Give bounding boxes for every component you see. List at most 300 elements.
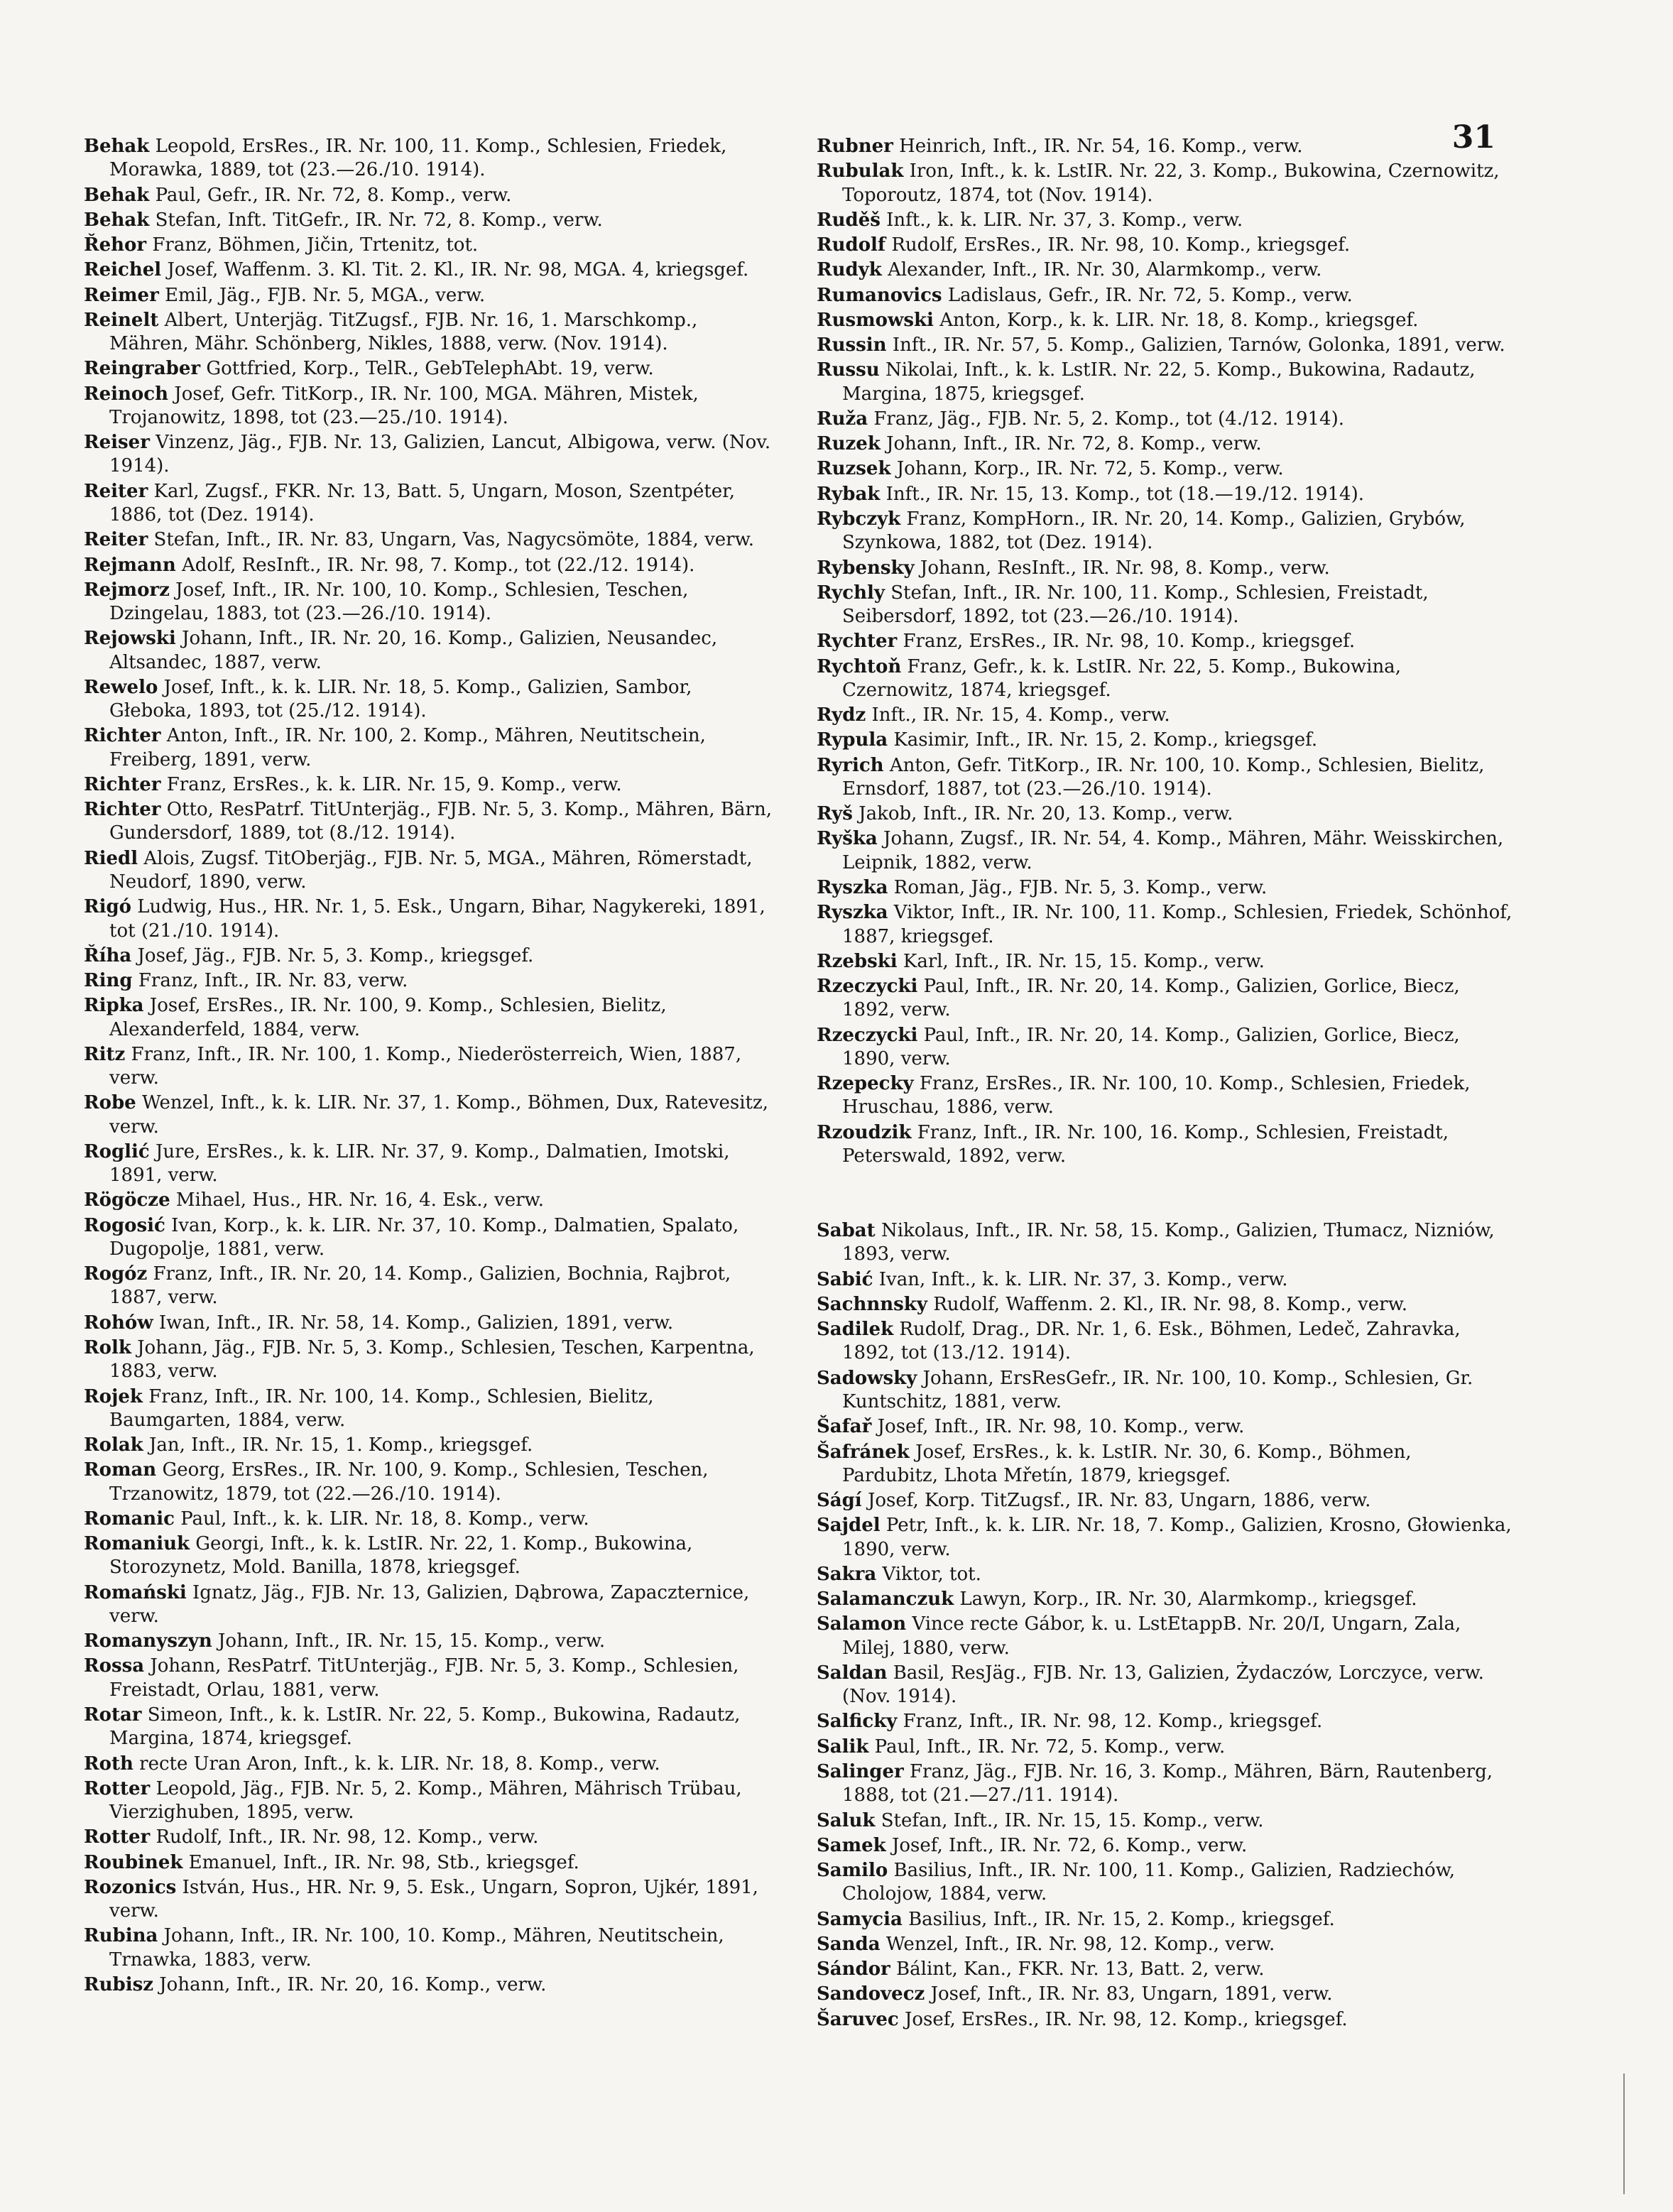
list-entry — [817, 1662, 1513, 1709]
entry-surname: Ryška — [817, 828, 878, 850]
list-entry — [84, 724, 780, 772]
entry-surname: Ruža — [817, 408, 868, 430]
list-entry — [84, 234, 780, 257]
entry-surname: Salficky — [817, 1711, 898, 1733]
entry-details: Johann, ErsResGefr., IR. Nr. 100, 10. Komp., Schlesien, Gr. Kuntschitz, 1881, verw. — [842, 1367, 1473, 1413]
entry-details: Johann, Inft., IR. Nr. 15, 15. Komp., verw. — [218, 1630, 606, 1652]
entry-details: Josef, Gefr. TitKorp., IR. Nr. 100, MGA. Mähren, Mistek, Trojanowitz, 1898, tot (23.—25./10. 1914). — [109, 383, 699, 428]
list-entry — [84, 579, 780, 626]
entry-surname: Ryrich — [817, 754, 884, 776]
list-entry — [84, 383, 780, 430]
entry-surname: Sajdel — [817, 1515, 881, 1537]
entry-surname: Salik — [817, 1736, 869, 1758]
entry-surname: Rudyk — [817, 259, 882, 281]
entry-details: Viktor, Inft., IR. Nr. 100, 11. Komp., Schlesien, Friedek, Schönhof, 1887, kriegsgef. — [842, 902, 1513, 947]
list-entry — [817, 258, 1513, 282]
entry-surname: Sabić — [817, 1268, 873, 1290]
entry-surname: Říha — [84, 944, 132, 966]
list-entry — [817, 1441, 1513, 1488]
entry-details: Iron, Inft., k. k. LstIR. Nr. 22, 3. Komp., Bukowina, Czernowitz, Toporoutz, 1874, tot (Nov. 1914). — [842, 160, 1500, 206]
entry-details: Inft., IR. Nr. 15, 4. Komp., verw. — [871, 704, 1170, 726]
entry-details: Jure, ErsRes., k. k. LIR. Nr. 37, 9. Komp., Dalmatien, Imotski, 1891, verw. — [109, 1140, 730, 1187]
entry-surname: Sandovecz — [817, 1983, 925, 2005]
entry-details: Basilius, Inft., IR. Nr. 100, 11. Komp., Galizien, Radziechów, Cholojow, 1884, verw. — [842, 1860, 1456, 1905]
list-entry — [817, 950, 1513, 974]
entry-details: Karl, Zugsf., FKR. Nr. 13, Batt. 5, Ungarn, Moson, Szentpéter, 1886, tot (Dez. 1914). — [109, 480, 736, 525]
page-number: 31 — [1451, 119, 1495, 156]
entry-surname: Samek — [817, 1834, 886, 1856]
list-entry — [84, 1385, 780, 1433]
list-entry — [817, 1760, 1513, 1808]
entry-details: Stefan, Inft., IR. Nr. 83, Ungarn, Vas, Nagycsömöte, 1884, verw. — [153, 529, 755, 551]
list-entry — [84, 847, 780, 895]
entry-surname: Sadowsky — [817, 1367, 917, 1389]
list-entry — [817, 975, 1513, 1023]
list-entry — [817, 1613, 1513, 1660]
list-entry — [84, 1459, 780, 1506]
list-entry — [817, 1834, 1513, 1858]
entry-details: Johann, ResInft., IR. Nr. 98, 8. Komp., verw. — [920, 557, 1330, 579]
entry-surname: Romaniuk — [84, 1533, 190, 1555]
entry-surname: Russu — [817, 359, 880, 381]
entry-surname: Rubulak — [817, 160, 904, 182]
entry-details: Georgi, Inft., k. k. LstIR. Nr. 22, 1. Komp., Bukowina, Storozynetz, Mold. Banilla, 1878, kriegsgef. — [109, 1533, 693, 1579]
entry-details: Josef, Waffenm. 3. Kl. Tit. 2. Kl., IR. Nr. 98, MGA. 4, kriegsgef. — [167, 259, 749, 281]
entry-surname: Reiter — [84, 529, 148, 551]
list-entry — [84, 1630, 780, 1653]
entry-details: Johann, Jäg., FJB. Nr. 5, 3. Komp., Schlesien, Teschen, Karpentna, 1883, verw. — [109, 1337, 755, 1383]
entry-details: Stefan, Inft. TitGefr., IR. Nr. 72, 8. Komp., verw. — [155, 209, 603, 231]
entry-surname: Rossa — [84, 1655, 145, 1677]
entry-surname: Řehor — [84, 234, 147, 256]
list-entry — [817, 1563, 1513, 1586]
entry-details: Mihael, Hus., HR. Nr. 16, 4. Esk., verw. — [175, 1189, 544, 1211]
list-entry — [84, 357, 780, 381]
entry-surname: Rogóz — [84, 1263, 148, 1285]
entry-surname: Rögöcze — [84, 1189, 170, 1211]
entry-details: Franz, KompHorn., IR. Nr. 20, 14. Komp., Galizien, Grybów, Szynkowa, 1882, tot (Dez. 1914). — [842, 508, 1466, 554]
list-entry — [84, 258, 780, 282]
entry-surname: Riedl — [84, 847, 138, 869]
entry-details: Basilius, Inft., IR. Nr. 15, 2. Komp., kriegsgef. — [908, 1908, 1335, 1930]
list-entry — [84, 1091, 780, 1139]
list-entry — [817, 432, 1513, 456]
entry-surname: Rozonics — [84, 1876, 177, 1898]
entry-details: Wenzel, Inft., IR. Nr. 98, 12. Komp., verw. — [885, 1933, 1275, 1955]
entry-surname: Rzeczycki — [817, 1024, 918, 1046]
list-entry — [817, 1933, 1513, 1956]
entry-details: Gottfried, Korp., TelR., GebTelephAbt. 19, verw. — [206, 358, 654, 380]
entry-surname: Roth — [84, 1753, 133, 1775]
list-entry — [84, 773, 780, 797]
list-entry — [817, 1072, 1513, 1120]
entry-details: Georg, ErsRes., IR. Nr. 100, 9. Komp., Schlesien, Teschen, Trzanowitz, 1879, tot (22.—26./10. 1914). — [109, 1459, 709, 1505]
entry-surname: Rejowski — [84, 628, 176, 650]
entry-details: Johann, Inft., IR. Nr. 20, 16. Komp., verw. — [159, 1973, 547, 1995]
list-entry — [84, 480, 780, 528]
list-entry — [817, 309, 1513, 332]
entry-surname: Roglić — [84, 1140, 150, 1162]
entry-surname: Rydz — [817, 704, 866, 726]
list-entry — [817, 135, 1513, 158]
list-entry — [84, 1973, 780, 1997]
list-entry — [84, 676, 780, 724]
entry-details: István, Hus., HR. Nr. 9, 5. Esk., Ungarn, Sopron, Ujkér, 1891, verw. — [109, 1876, 758, 1922]
entry-details: Karl, Inft., IR. Nr. 15, 15. Komp., verw. — [903, 950, 1265, 972]
entry-details: Otto, ResPatrf. TitUnterjäg., FJB. Nr. 5, 3. Komp., Mähren, Bärn, Gundersdorf, 1889, tot (8./12. 1914). — [109, 799, 772, 844]
entry-surname: Saldan — [817, 1662, 888, 1684]
entry-surname: Salamon — [817, 1613, 907, 1635]
entry-surname: Ryš — [817, 803, 853, 825]
list-entry — [84, 1655, 780, 1702]
entry-surname: Reiter — [84, 480, 148, 502]
entry-surname: Rypula — [817, 729, 888, 751]
entry-details: Simeon, Inft., k. k. LstIR. Nr. 22, 5. Komp., Bukowina, Radautz, Margina, 1874, kriegsgef. — [109, 1704, 741, 1750]
entry-surname: Rewelo — [84, 676, 158, 698]
entry-details: Josef, Inft., IR. Nr. 98, 10. Komp., verw. — [877, 1416, 1245, 1438]
entry-details: Ludwig, Hus., HR. Nr. 1, 5. Esk., Ungarn, Bihar, Nagykereki, 1891, tot (21./10. 1914). — [109, 896, 765, 942]
list-entry — [84, 1704, 780, 1751]
list-entry — [817, 1219, 1513, 1267]
list-entry — [817, 1318, 1513, 1366]
entry-details: Emil, Jäg., FJB. Nr. 5, MGA., verw. — [165, 284, 486, 306]
list-entry — [84, 431, 780, 479]
list-entry — [817, 1268, 1513, 1292]
entry-details: Roman, Jäg., FJB. Nr. 5, 3. Komp., verw. — [893, 876, 1268, 898]
list-entry — [84, 895, 780, 943]
entry-details: Franz, ErsRes., IR. Nr. 100, 10. Komp., Schlesien, Friedek, Hruschau, 1886, verw. — [842, 1073, 1471, 1118]
entry-details: Stefan, Inft., IR. Nr. 100, 11. Komp., Schlesien, Freistadt, Seibersdorf, 1892, tot (23.—26./10. 1914). — [842, 582, 1429, 628]
entry-details: Josef, Inft., IR. Nr. 72, 6. Komp., verw. — [891, 1834, 1248, 1856]
list-entry — [817, 1908, 1513, 1932]
list-entry — [817, 1293, 1513, 1317]
list-entry — [84, 1581, 780, 1629]
entry-details: Franz, Inft., IR. Nr. 83, verw. — [138, 970, 408, 992]
entry-details: Johann, Korp., IR. Nr. 72, 5. Komp., verw. — [896, 458, 1284, 480]
entry-surname: Richter — [84, 725, 161, 747]
list-entry — [84, 135, 780, 182]
entry-details: Rudolf, Inft., IR. Nr. 98, 12. Komp., verw. — [156, 1826, 539, 1848]
entry-details: Franz, Jäg., FJB. Nr. 16, 3. Komp., Mähren, Bärn, Rautenberg, 1888, tot (21.—27./11. 1914). — [842, 1761, 1493, 1807]
entry-details: Johann, Inft., IR. Nr. 20, 16. Komp., Galizien, Neusandec, Altsandec, 1887, verw. — [109, 628, 718, 673]
entry-surname: Rzoudzik — [817, 1121, 912, 1143]
entry-details: Viktor, tot. — [882, 1563, 981, 1585]
entry-details: Leopold, Jäg., FJB. Nr. 5, 2. Komp., Mähren, Mährisch Trübau, Vierzighuben, 1895, verw. — [109, 1777, 742, 1824]
entry-details: Alois, Zugsf. TitOberjäg., FJB. Nr. 5, MGA., Mähren, Römerstadt, Neudorf, 1890, verw. — [109, 847, 753, 893]
entry-details: Inft., k. k. LIR. Nr. 37, 3. Komp., verw. — [886, 209, 1243, 231]
entry-details: Franz, Inft., IR. Nr. 20, 14. Komp., Galizien, Bochnia, Rajbrot, 1887, verw. — [109, 1263, 731, 1309]
list-entry — [84, 1312, 780, 1335]
entry-surname: Šaruvec — [817, 2008, 899, 2030]
entry-surname: Rigó — [84, 896, 132, 918]
entry-details: Josef, Inft., IR. Nr. 100, 10. Komp., Schlesien, Teschen, Dzingelau, 1883, tot (23.—26./10. 1914). — [109, 579, 689, 625]
entry-details: Heinrich, Inft., IR. Nr. 54, 16. Komp., verw. — [899, 136, 1303, 157]
entry-surname: Rolk — [84, 1337, 131, 1359]
entry-details: Leopold, ErsRes., IR. Nr. 100, 11. Komp., Schlesien, Friedek, Morawka, 1889, tot (23.—26./10. 1914). — [109, 136, 727, 181]
list-entry — [84, 1851, 780, 1875]
list-entry — [84, 1508, 780, 1531]
list-entry — [817, 1736, 1513, 1759]
entry-details: Alexander, Inft., IR. Nr. 30, Alarmkomp., verw. — [888, 259, 1322, 281]
list-entry — [817, 655, 1513, 703]
entry-details: Josef, ErsRes., k. k. LstIR. Nr. 30, 6. Komp., Böhmen, Pardubitz, Lhota Mřetín, 1879, kriegsgef. — [842, 1441, 1412, 1486]
entry-surname: Rubner — [817, 136, 893, 157]
list-entry — [817, 582, 1513, 629]
list-entry — [817, 704, 1513, 727]
list-entry — [817, 483, 1513, 506]
entry-details: Jan, Inft., IR. Nr. 15, 1. Komp., kriegsgef. — [148, 1434, 533, 1456]
entry-surname: Behak — [84, 209, 150, 231]
list-entry — [84, 798, 780, 846]
entry-surname: Ruzek — [817, 433, 881, 455]
entry-surname: Rolak — [84, 1434, 143, 1456]
entry-surname: Sadilek — [817, 1319, 894, 1341]
entry-details: Josef, Inft., k. k. LIR. Nr. 18, 5. Komp., Galizien, Sambor, Głeboka, 1893, tot (25./12. 1914). — [109, 676, 692, 722]
entry-details: Nikolaus, Inft., IR. Nr. 58, 15. Komp., Galizien, Tłumacz, Nizniów, 1893, verw. — [842, 1220, 1495, 1265]
entry-surname: Ryszka — [817, 876, 888, 898]
entry-surname: Reiser — [84, 432, 150, 454]
entry-surname: Samilo — [817, 1860, 888, 1882]
entry-details: Stefan, Inft., IR. Nr. 15, 15. Komp., verw. — [881, 1809, 1264, 1831]
list-entry — [817, 1983, 1513, 2006]
entry-details: Johann, Inft., IR. Nr. 72, 8. Komp., verw. — [886, 433, 1262, 455]
entry-surname: Behak — [84, 184, 150, 206]
entry-surname: Romanyszyn — [84, 1630, 212, 1652]
entry-details: Paul, Inft., IR. Nr. 72, 5. Komp., verw. — [874, 1736, 1226, 1758]
entry-surname: Rotter — [84, 1826, 151, 1848]
entry-surname: Ryszka — [817, 902, 888, 924]
entry-details: Bálint, Kan., FKR. Nr. 13, Batt. 2, verw. — [896, 1958, 1265, 1981]
entry-details: Josef, ErsRes., IR. Nr. 100, 9. Komp., Schlesien, Bielitz, Alexanderfeld, 1884, verw. — [109, 995, 667, 1040]
entry-surname: Rubisz — [84, 1973, 153, 1995]
entry-details: Albert, Unterjäg. TitZugsf., FJB. Nr. 16, 1. Marschkomp., Mähren, Mähr. Schönberg, Nikles, 1888, verw. (Nov. 1914). — [109, 309, 698, 355]
section-r-entries — [817, 135, 1513, 1168]
list-entry — [817, 630, 1513, 653]
list-entry — [817, 334, 1513, 357]
list-entry — [84, 1263, 780, 1310]
entry-surname: Rychter — [817, 631, 898, 653]
list-entry — [84, 184, 780, 207]
entry-surname: Ruzsek — [817, 458, 891, 480]
list-entry — [817, 901, 1513, 949]
list-entry — [84, 1336, 780, 1384]
entry-details: Franz, Jäg., FJB. Nr. 5, 2. Komp., tot (4./12. 1914). — [873, 408, 1344, 430]
entry-surname: Rubina — [84, 1925, 158, 1947]
entry-surname: Rotar — [84, 1704, 142, 1726]
entry-details: Paul, Gefr., IR. Nr. 72, 8. Komp., verw. — [155, 184, 512, 206]
entry-surname: Rogosić — [84, 1214, 165, 1236]
entry-details: Adolf, ResInft., IR. Nr. 98, 7. Komp., tot (22./12. 1914). — [182, 554, 695, 576]
list-entry — [84, 1777, 780, 1825]
entry-surname: Šafránek — [817, 1441, 910, 1463]
list-entry — [84, 1214, 780, 1262]
entry-details: Inft., IR. Nr. 57, 5. Komp., Galizien, Tarnów, Golonka, 1891, verw. — [892, 334, 1505, 356]
entry-surname: Ruděš — [817, 209, 881, 231]
right-column — [817, 135, 1513, 2033]
list-entry — [817, 408, 1513, 431]
entry-details: Anton, Inft., IR. Nr. 100, 2. Komp., Mähren, Neutitschein, Freiberg, 1891, verw. — [109, 725, 706, 770]
list-entry — [817, 359, 1513, 406]
entry-surname: Rzebski — [817, 950, 898, 972]
entry-surname: Samycia — [817, 1908, 903, 1930]
section-s-entries — [817, 1219, 1513, 2032]
entry-surname: Saluk — [817, 1809, 876, 1831]
entry-details: Basil, ResJäg., FJB. Nr. 13, Galizien, Żydaczów, Lorczyce, verw. (Nov. 1914). — [842, 1662, 1484, 1708]
list-entry — [84, 1876, 780, 1924]
entry-details: Nikolai, Inft., k. k. LstIR. Nr. 22, 5. Komp., Bukowina, Radautz, Margina, 1875, kriegsgef. — [842, 359, 1476, 405]
entry-surname: Rybensky — [817, 557, 915, 579]
entry-details: Paul, Inft., IR. Nr. 20, 14. Komp., Galizien, Gorlice, Biecz, 1890, verw. — [842, 1024, 1460, 1069]
entry-details: Franz, ErsRes., k. k. LIR. Nr. 15, 9. Komp., verw. — [166, 773, 622, 795]
list-entry — [817, 1710, 1513, 1733]
list-entry — [817, 1489, 1513, 1513]
entry-surname: Rotter — [84, 1777, 151, 1799]
list-entry — [817, 1809, 1513, 1833]
list-entry — [817, 802, 1513, 826]
entry-surname: Russin — [817, 334, 887, 356]
entry-details: Jakob, Inft., IR. Nr. 20, 13. Komp., verw. — [859, 803, 1233, 825]
list-entry — [817, 1415, 1513, 1439]
list-entry — [817, 508, 1513, 555]
list-entry — [84, 969, 780, 993]
list-entry — [817, 754, 1513, 802]
entry-surname: Rusmowski — [817, 309, 934, 331]
list-entry — [84, 528, 780, 552]
list-entry — [817, 1588, 1513, 1611]
list-entry — [84, 1924, 780, 1972]
entry-details: Franz, ErsRes., IR. Nr. 98, 10. Komp., kriegsgef. — [903, 631, 1356, 653]
entry-surname: Salinger — [817, 1761, 904, 1782]
entry-details: Lawyn, Korp., IR. Nr. 30, Alarmkomp., kriegsgef. — [959, 1589, 1417, 1611]
list-entry — [84, 1043, 780, 1091]
entry-surname: Robe — [84, 1092, 136, 1114]
list-entry — [817, 729, 1513, 752]
entry-details: Ivan, Korp., k. k. LIR. Nr. 37, 10. Komp., Dalmatien, Spalato, Dugopolje, 1881, verw. — [109, 1214, 739, 1260]
list-entry — [817, 876, 1513, 900]
entry-details: Josef, Inft., IR. Nr. 83, Ungarn, 1891, verw. — [930, 1983, 1333, 2005]
list-entry — [84, 284, 780, 307]
entry-details: Johann, ResPatrf. TitUnterjäg., FJB. Nr. 5, 3. Komp., Schlesien, Freistadt, Orlau, 1881, verw. — [109, 1655, 739, 1701]
entry-surname: Rumanovics — [817, 284, 942, 306]
entry-surname: Rohów — [84, 1312, 153, 1334]
entry-details: Rudolf, Drag., DR. Nr. 1, 6. Esk., Böhmen, Ledeč, Zahravka, 1892, tot (13./12. 1914). — [842, 1319, 1461, 1364]
entry-surname: Ring — [84, 970, 133, 992]
entry-surname: Reinoch — [84, 383, 169, 405]
list-entry — [817, 557, 1513, 580]
list-entry — [817, 1024, 1513, 1072]
entry-surname: Reichel — [84, 259, 162, 281]
entry-details: Iwan, Inft., IR. Nr. 58, 14. Komp., Galizien, 1891, verw. — [158, 1312, 674, 1334]
entry-surname: Rudolf — [817, 234, 886, 256]
entry-surname: Sanda — [817, 1933, 881, 1955]
entry-details: Josef, ErsRes., IR. Nr. 98, 12. Komp., kriegsgef. — [904, 2008, 1348, 2030]
entry-surname: Rychtoň — [817, 655, 902, 677]
list-entry — [84, 554, 780, 577]
list-entry — [817, 1367, 1513, 1415]
entry-surname: Sachnnsky — [817, 1293, 927, 1315]
entry-details: Franz, Inft., IR. Nr. 100, 14. Komp., Schlesien, Bielitz, Baumgarten, 1884, verw. — [109, 1385, 654, 1431]
entry-surname: Behak — [84, 136, 150, 157]
entry-surname: Richter — [84, 773, 161, 795]
list-entry — [817, 284, 1513, 307]
entry-details: Vince recte Gábor, k. u. LstEtappB. Nr. 20/I, Ungarn, Zala, Milej, 1880, verw. — [842, 1613, 1461, 1659]
entry-surname: Roman — [84, 1459, 157, 1481]
list-entry — [84, 994, 780, 1042]
entry-surname: Romański — [84, 1581, 187, 1603]
list-entry — [817, 827, 1513, 875]
list-entry — [817, 1859, 1513, 1907]
list-entry — [817, 234, 1513, 257]
entry-details: Petr, Inft., k. k. LIR. Nr. 18, 7. Komp., Galizien, Krosno, Głowienka, 1890, verw. — [842, 1515, 1512, 1560]
list-entry — [817, 1121, 1513, 1169]
entry-details: Ladislaus, Gefr., IR. Nr. 72, 5. Komp., verw. — [947, 284, 1353, 306]
entry-details: Anton, Korp., k. k. LIR. Nr. 18, 8. Komp., kriegsgef. — [939, 309, 1419, 331]
entry-details: Franz, Inft., IR. Nr. 100, 1. Komp., Niederösterreich, Wien, 1887, verw. — [109, 1043, 742, 1089]
entry-details: Inft., IR. Nr. 15, 13. Komp., tot (18.—19./12. 1914). — [885, 483, 1364, 505]
entry-surname: Rejmorz — [84, 579, 170, 601]
entry-surname: Ritz — [84, 1043, 126, 1065]
entry-details: Paul, Inft., k. k. LIR. Nr. 18, 8. Komp., verw. — [180, 1508, 589, 1530]
entry-details: Rudolf, Waffenm. 2. Kl., IR. Nr. 98, 8. Komp., verw. — [933, 1293, 1408, 1315]
entry-surname: Reinelt — [84, 309, 159, 331]
entry-details: Vinzenz, Jäg., FJB. Nr. 13, Galizien, Lancut, Albigowa, verw. (Nov. 1914). — [109, 432, 771, 477]
entry-surname: Rybczyk — [817, 508, 901, 530]
entry-surname: Reimer — [84, 284, 159, 306]
entry-details: Ivan, Inft., k. k. LIR. Nr. 37, 3. Komp., verw. — [878, 1268, 1288, 1290]
list-entry — [817, 457, 1513, 481]
entry-surname: Šafař — [817, 1416, 872, 1438]
entry-surname: Ripka — [84, 995, 144, 1017]
entry-surname: Rzepecky — [817, 1073, 914, 1095]
entry-surname: Sabat — [817, 1220, 876, 1242]
entry-surname: Sándor — [817, 1958, 890, 1981]
list-entry — [84, 627, 780, 675]
entry-surname: Roubinek — [84, 1851, 183, 1873]
entry-details: Johann, Zugsf., IR. Nr. 54, 4. Komp., Mähren, Mähr. Weisskirchen, Leipnik, 1882, verw. — [842, 828, 1504, 873]
entry-surname: Rejmann — [84, 554, 176, 576]
entry-surname: Rybak — [817, 483, 881, 505]
list-entry — [84, 309, 780, 356]
entry-surname: Salamanczuk — [817, 1589, 954, 1611]
list-entry — [817, 160, 1513, 207]
list-entry — [84, 1189, 780, 1212]
list-entry — [84, 1826, 780, 1849]
list-entry — [84, 1532, 780, 1580]
section-divider — [817, 1170, 1513, 1219]
list-entry — [817, 2008, 1513, 2032]
entry-surname: Reingraber — [84, 358, 201, 380]
entry-details: Franz, Inft., IR. Nr. 100, 16. Komp., Schlesien, Freistadt, Peterswald, 1892, verw. — [842, 1121, 1449, 1167]
entry-details: recte Uran Aron, Inft., k. k. LIR. Nr. 18, 8. Komp., verw. — [139, 1753, 660, 1775]
entry-details: Franz, Böhmen, Jičin, Trtenitz, tot. — [152, 234, 479, 256]
entry-details: Wenzel, Inft., k. k. LIR. Nr. 37, 1. Komp., Böhmen, Dux, Ratevesitz, verw. — [109, 1092, 768, 1138]
entry-surname: Ságí — [817, 1490, 862, 1512]
entry-details: Paul, Inft., IR. Nr. 20, 14. Komp., Galizien, Gorlice, Biecz, 1892, verw. — [842, 976, 1460, 1021]
list-entry — [817, 1514, 1513, 1562]
list-entry — [84, 1434, 780, 1457]
entry-details: Anton, Gefr. TitKorp., IR. Nr. 100, 10. Komp., Schlesien, Bielitz, Ernsdorf, 1887, tot (23.—26./10. 1914). — [842, 754, 1485, 800]
entry-details: Johann, Inft., IR. Nr. 100, 10. Komp., Mähren, Neutitschein, Trnawka, 1883, verw. — [109, 1925, 724, 1971]
entry-surname: Sakra — [817, 1563, 877, 1585]
entry-surname: Rychly — [817, 582, 885, 604]
entry-details: Emanuel, Inft., IR. Nr. 98, Stb., kriegsgef. — [188, 1851, 579, 1873]
entry-surname: Richter — [84, 799, 161, 821]
list-entry — [84, 1140, 780, 1188]
page-edge-mark — [1623, 2074, 1630, 2194]
entry-details: Kasimir, Inft., IR. Nr. 15, 2. Komp., kriegsgef. — [893, 729, 1318, 751]
list-entry — [84, 209, 780, 232]
entry-details: Ignatz, Jäg., FJB. Nr. 13, Galizien, Dąbrowa, Zapaczternice, verw. — [109, 1581, 750, 1627]
